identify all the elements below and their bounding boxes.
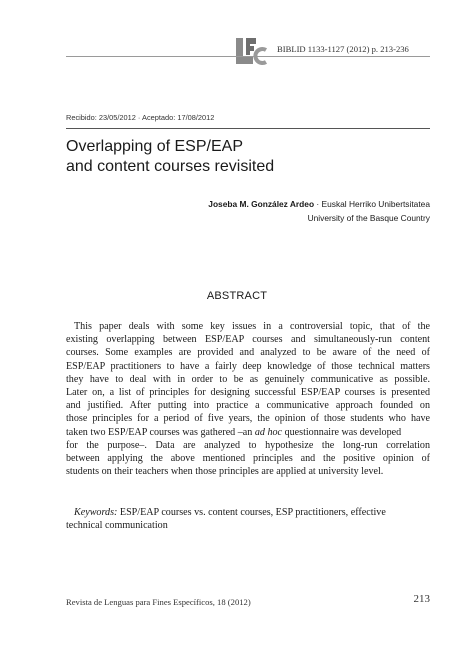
abstract-line: [66, 426, 430, 439]
abstract-body: [66, 320, 430, 478]
title-line: Overlapping of ESP/EAP: [66, 138, 243, 155]
keywords-label: Keywords:: [74, 507, 118, 518]
author-block: [208, 198, 430, 225]
keywords-text: ESP/EAP courses vs. content courses, ESP practitioners, effective: [117, 507, 386, 518]
title-line: and content courses revisited: [66, 158, 275, 175]
abstract-line-part: questionnaire was developed: [282, 426, 402, 438]
abstract-line: those principles for a period of five years, the opinion of those students who have: [66, 413, 430, 425]
keywords-line: technical communication: [66, 520, 168, 532]
title-divider: [66, 128, 430, 129]
footer-journal-name: Revista de Lenguas para Fines Específicos, 18 (2012): [66, 597, 251, 607]
header-divider: [66, 56, 430, 57]
abstract-line: and justified. After putting into practice a communicative approach founded on: [66, 400, 430, 412]
abstract-line: for the purpose–. Data are analyzed to hypothesize the long-run correlation: [66, 439, 430, 451]
keywords-block: [66, 506, 430, 532]
received-accepted-dates: Recibido: 23/05/2012 · Aceptado: 17/08/2012: [66, 113, 215, 122]
keywords-line: [66, 506, 430, 519]
abstract-line: existing overlapping between ESP/EAP courses and simultaneously-run content: [66, 334, 430, 346]
abstract-line-part: taken two ESP/EAP courses was gathered –an: [66, 426, 255, 438]
journal-logo-icon: [234, 36, 268, 66]
abstract-line: courses. Some examples are provided and analyzed to be aware of the need of: [66, 347, 430, 359]
author-affiliation: Euskal Herriko Unibertsitatea: [321, 199, 430, 209]
abstract-line: ESP/EAP practitioners to have a fairly deep knowledge of those technical matters: [66, 360, 430, 372]
author-name: Joseba M. González Ardeo: [208, 199, 315, 209]
biblid-reference: BIBLID 1133-1127 (2012) p. 213-236: [277, 44, 409, 54]
abstract-line: they have to deal with in order to be as genuinely communicative as possible.: [66, 373, 430, 385]
abstract-line: between applying the above mentioned principles and the positive opinion of: [66, 453, 430, 465]
author-line: [208, 198, 430, 212]
abstract-line: This paper deals with some key issues in a controversial topic, that of the: [74, 321, 430, 332]
author-separator: ·: [314, 199, 322, 209]
abstract-heading: ABSTRACT: [206, 290, 268, 302]
author-affiliation-english: University of the Basque Country: [307, 212, 430, 223]
paper-title: [66, 137, 274, 177]
abstract-italic-phrase: ad hoc: [254, 426, 283, 438]
abstract-line: students on their teachers when those principles are applied at university level.: [66, 466, 384, 478]
page-number: 213: [413, 593, 430, 605]
abstract-line: Later on, a list of principles for designing successful ESP/EAP courses is presented: [66, 387, 430, 399]
